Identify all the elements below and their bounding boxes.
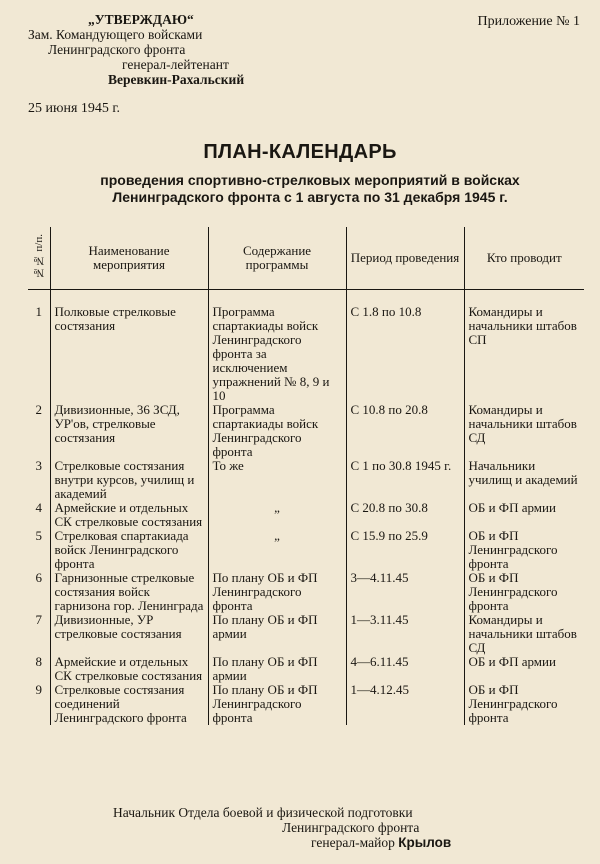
row-who: Начальники училищ и академий [464, 459, 584, 501]
header-name: Наименование мероприятия [50, 227, 208, 290]
document-subtitle [40, 172, 580, 206]
signature-position: Начальник Отдела боевой и физической подготовки [113, 805, 413, 820]
approval-position: Зам. Командующего войсками [28, 27, 203, 42]
plan-table [28, 227, 584, 725]
row-num: 6 [35, 570, 42, 585]
table-row [28, 529, 584, 571]
table-row [28, 403, 584, 459]
row-num: 1 [35, 304, 42, 319]
row-content: То же [208, 459, 346, 501]
row-name: Полковые стрелковые состязания [50, 305, 208, 403]
table-row [28, 683, 584, 725]
row-who: ОБ и ФП Ленинградского фронта [464, 529, 584, 571]
header-who: Кто проводит [464, 227, 584, 290]
header-num-label: №№ п/п. [32, 234, 45, 279]
row-period: 1—3.11.45 [346, 613, 464, 655]
subtitle-line-1: проведения спортивно-стрелковых мероприятий в войсках [100, 172, 520, 188]
table-row [28, 571, 584, 613]
row-who: ОБ и ФП Ленинградского фронта [464, 683, 584, 725]
table-header [28, 227, 584, 290]
appendix-label: Приложение № 1 [477, 14, 580, 29]
row-period: С 10.8 по 20.8 [346, 403, 464, 459]
header-num [28, 227, 50, 290]
table-row [28, 613, 584, 655]
row-content: По плану ОБ и ФП Ленинградского фронта [208, 683, 346, 725]
row-period: С 15.9 по 25.9 [346, 529, 464, 571]
row-content: По плану ОБ и ФП Ленинградского фронта [208, 571, 346, 613]
row-num: 3 [35, 458, 42, 473]
table-row [28, 501, 584, 529]
table-row [28, 655, 584, 683]
row-content-ditto: „ [208, 501, 346, 529]
approval-stamp: „УТВЕРЖДАЮ“ [88, 12, 194, 27]
signature-front: Ленинградского фронта [282, 820, 420, 835]
row-period: 1—4.12.45 [346, 683, 464, 725]
row-name: Армейские и отдельных СК стрелковые состязания [50, 655, 208, 683]
document-date: 25 июня 1945 г. [28, 101, 121, 116]
row-num: 9 [35, 682, 42, 697]
approval-block [28, 12, 288, 87]
approval-front: Ленинградского фронта [48, 42, 186, 57]
row-who: Командиры и начальники штабов СП [464, 305, 584, 403]
row-name: Гарнизонные стрелковые состязания войск гарнизона гор. Ленинграда [50, 571, 208, 613]
header-content: Содержание программы [208, 227, 346, 290]
row-period: С 20.8 по 30.8 [346, 501, 464, 529]
signature-rank-name [0, 835, 600, 850]
row-num: 4 [35, 500, 42, 515]
signature-block [0, 805, 600, 850]
signature-name: Крылов [398, 835, 452, 850]
row-name: Армейские и отдельных СК стрелковые состязания [50, 501, 208, 529]
row-num: 7 [35, 612, 42, 627]
row-num: 8 [35, 654, 42, 669]
row-who: ОБ и ФП армии [464, 655, 584, 683]
row-content-ditto: „ [208, 529, 346, 571]
header-period: Период проведения [346, 227, 464, 290]
row-period: 3—4.11.45 [346, 571, 464, 613]
row-content: По плану ОБ и ФП армии [208, 655, 346, 683]
row-period: 4—6.11.45 [346, 655, 464, 683]
table-row [28, 305, 584, 403]
row-content: Программа спартакиады войск Ленинградского фронта [208, 403, 346, 459]
row-who: ОБ и ФП армии [464, 501, 584, 529]
row-name: Дивизионные, УР стрелковые состязания [50, 613, 208, 655]
table-row [28, 459, 584, 501]
row-name: Стрелковые состязания соединений Ленинградского фронта [50, 683, 208, 725]
document-title: ПЛАН-КАЛЕНДАРЬ [203, 141, 397, 163]
row-content: Программа спартакиады войск Ленинградского фронта за исключением упражнений № 8, 9 и 10 [208, 305, 346, 403]
row-name: Стрелковая спартакиада войск Ленинградского фронта [50, 529, 208, 571]
row-name: Стрелковые состязания внутри курсов, училищ и академий [50, 459, 208, 501]
row-name: Дивизионные, 36 ЗСД, УР'ов, стрелковые состязания [50, 403, 208, 459]
approval-name: Веревкин-Рахальский [108, 72, 245, 87]
row-period: С 1.8 по 10.8 [346, 305, 464, 403]
row-who: Командиры и начальники штабов СД [464, 403, 584, 459]
table-spacer [28, 290, 584, 306]
row-period: С 1 по 30.8 1945 г. [346, 459, 464, 501]
row-num: 5 [35, 528, 42, 543]
row-who: Командиры и начальники штабов СД [464, 613, 584, 655]
row-content: По плану ОБ и ФП армии [208, 613, 346, 655]
subtitle-line-2: Ленинградского фронта с 1 августа по 31 декабря 1945 г. [112, 189, 508, 205]
approval-rank: генерал-лейтенант [122, 57, 229, 72]
row-who: ОБ и ФП Ленинградского фронта [464, 571, 584, 613]
signature-rank: генерал-майор [311, 835, 395, 850]
row-num: 2 [35, 402, 42, 417]
